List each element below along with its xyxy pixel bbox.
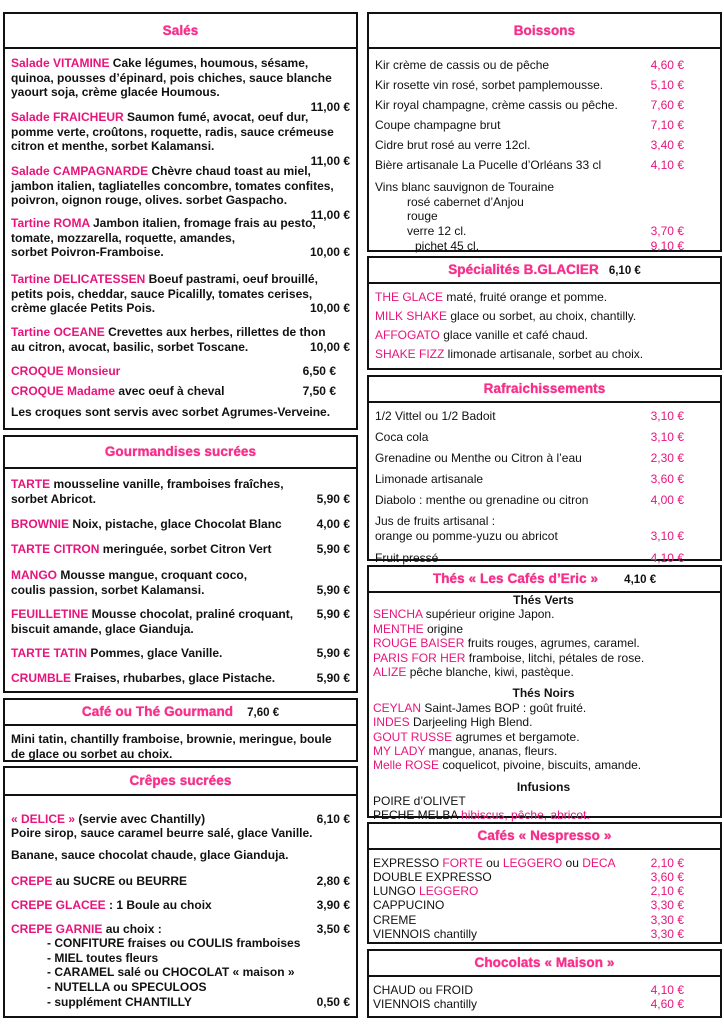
poire-item: Poire sirop, sauce caramel beurre salé, glace Vanille. (11, 826, 313, 840)
chocolats-header: Chocolats « Maison » (369, 951, 720, 977)
item-price: 4,60 € (650, 58, 684, 72)
list-item: SENCHA supérieur origine Japon. (373, 607, 555, 622)
list-item: CAPPUCINO 3,30 € (373, 898, 684, 913)
crepes-header: Crêpes sucrées (5, 768, 356, 796)
croque-monsieur: CROQUE Monsieur 6,50 € (11, 364, 336, 378)
cafe-gourmand-desc: Mini tatin, chantilly framboise, brownie, meringue, boule de glace ou sorbet au choix. (11, 732, 332, 761)
delice-item: « DELICE » (servie avec Chantilly) 6,10 € (11, 812, 350, 826)
item-price: 3,30 € (650, 912, 684, 927)
jus-label: Jus de fruits artisanal : (375, 514, 496, 528)
item-name: Salade FRAICHEUR (11, 110, 124, 124)
specialites-list (375, 290, 714, 366)
list-item: CEYLAN Saint-James BOP : goût fruité. (373, 700, 587, 715)
list-item: MY LADY mangue, ananas, fleurs. (373, 743, 558, 758)
list-item: INDES Darjeeling High Blend. (373, 715, 533, 730)
crepe-glacee-item: CREPE GLACEE : 1 Boule au choix 3,90 € (11, 898, 350, 912)
list-item: THE GLACE maté, fruité orange et pomme. (375, 290, 608, 304)
item-price: 3,90 € (316, 898, 350, 912)
list-item: Kir crème de cassis ou de pêche 4,60 € (375, 58, 684, 72)
list-item: Fruit pressé 4,10 € (375, 550, 684, 565)
item-price: 2,80 € (316, 874, 350, 888)
tarte-item: TARTE mousseline vanille, framboises fraîches, sorbet Abricot. 5,90 € (11, 477, 350, 506)
item-price: 7,60 € (650, 98, 684, 112)
item-price: 3,70 € (650, 223, 684, 238)
option: - MIEL toutes fleurs (47, 950, 159, 965)
menu-item: Tartine ROMA Jambon italien, fromage frais au pesto, tomate, mozzarella, roquette, amandes, sorbet Poivron-Framboise. 10,00 € (11, 216, 350, 260)
boissons-header: Boissons (369, 14, 720, 49)
chocolats-section (367, 949, 722, 1018)
list-item: Grenadine ou Menthe ou Citron à l’eau 2,30 € (375, 451, 684, 465)
list-item: Cidre brut rosé au verre 12cl. 3,40 € (375, 138, 684, 152)
item-price: 9,10 € (650, 238, 684, 253)
item-price: 5,90 € (316, 542, 350, 556)
item-price: 2,10 € (650, 856, 684, 870)
specialites-section (367, 256, 722, 370)
gourmandises-header (5, 437, 356, 469)
gourmandises-title: Gourmandises sucrées (104, 444, 257, 459)
rafraichissements-list (375, 409, 714, 565)
item-price: 11,00 € (310, 99, 350, 114)
menu-item: Salade CAMPAGNARDE Chèvre chaud toast au miel, jambon italien, tagliatelles concombre, tomates confites, poivron, oignon rouge, olives. sorbet Gaspacho. 11,00 € (11, 164, 350, 222)
vins-block: Vins blanc sauvignon de Touraine rosé cabernet d’Anjou rouge verre 12 cl. 3,70 € pichet 45 cl. 9,10 € (375, 180, 684, 253)
crepes-section (3, 766, 358, 1018)
boissons-list (375, 58, 714, 178)
item-price: 0,50 € (316, 994, 350, 1009)
list-item: VIENNOIS chantilly 3,30 € (373, 926, 684, 941)
list-item: SHAKE FIZZ limonade artisanale, sorbet au choix. (375, 347, 644, 361)
option: - CARAMEL salé ou CHOCOLAT « maison » (47, 965, 295, 980)
item-price: 5,90 € (316, 491, 350, 506)
specialites-header: Spécialités B.GLACIER 6,10 € (369, 258, 720, 284)
cafe-gourmand-price: 7,60 € (247, 707, 280, 719)
sales-header (5, 14, 356, 49)
cafes-header: Cafés « Nespresso » (369, 824, 720, 850)
item-price: 4,60 € (650, 997, 684, 1012)
list-item: Limonade artisanale 3,60 € (375, 472, 684, 486)
item-name: Salade CAMPAGNARDE (11, 164, 149, 178)
feuilletine-item: FEUILLETINE Mousse chocolat, praliné croquant, 5,90 € biscuit amande, glace Gianduja. (11, 607, 350, 636)
item-price: 4,00 € (316, 517, 350, 531)
list-item: GOUT RUSSE agrumes et bergamote. (373, 729, 580, 744)
item-price: 3,50 € (316, 922, 350, 936)
list-item: EXPRESSO FORTE ou LEGGERO ou DECA 2,10 € (373, 856, 684, 870)
croque-madame: CROQUE Madame avec oeuf à cheval 7,50 € (11, 384, 336, 398)
item-name: Tartine ROMA (11, 216, 90, 230)
cafe-gourmand-header: Café ou Thé Gourmand 7,60 € (5, 700, 356, 726)
cafe-gourmand-section (3, 698, 358, 762)
list-item: Kir rosette vin rosé, sorbet pamplemousse. 5,10 € (375, 78, 684, 92)
list-item: Coupe champagne brut 7,10 € (375, 118, 684, 132)
specialites-price: 6,10 € (608, 265, 641, 277)
crepe-garnie-item: CREPE GARNIE au choix : 3,50 € (11, 922, 350, 936)
list-item: CHAUD ou FROID 4,10 € (373, 983, 684, 997)
cafes-list (373, 856, 714, 941)
item-price: 4,10 € (650, 983, 684, 997)
thes-price: 4,10 € (624, 574, 657, 586)
list-item: LUNGO LEGGERO 2,10 € (373, 884, 684, 899)
item-price: 4,10 € (650, 550, 684, 565)
item-price: 3,30 € (650, 898, 684, 913)
option: - CONFITURE fraises ou COULIS framboises (47, 936, 301, 950)
croque-note: Les croques sont servis avec sorbet Agrumes-Verveine. (11, 405, 331, 419)
item-price: 10,00 € (309, 301, 350, 316)
list-item: Coca cola 3,10 € (375, 430, 684, 444)
list-item: MENTHE origine (373, 621, 464, 636)
thes-header: Thés « Les Cafés d’Eric » 4,10 € (369, 567, 720, 593)
list-item: orange ou pomme-yuzu ou abricot 3,10 € (375, 528, 684, 543)
list-item: ROUGE BAISER fruits rouges, agrumes, caramel. (373, 636, 640, 651)
item-price: 7,10 € (650, 118, 684, 132)
list-item: DOUBLE EXPRESSO 3,60 € (373, 870, 684, 885)
list-item: Melle ROSE coquelicot, pivoine, biscuits, amande. (373, 758, 642, 773)
item-price: 7,50 € (302, 384, 336, 398)
item-price: 3,10 € (650, 528, 684, 543)
menu-item: Salade VITAMINE Cake légumes, houmous, sésame, quinoa, pousses d’épinard, pois chiches, sauce blanche yaourt soja, crème glacée Houmous. 11,00 € (11, 56, 350, 114)
garnie-options (47, 936, 350, 1009)
list-item: VIENNOIS chantilly 4,60 € (373, 997, 684, 1012)
thes-content: Thés Verts SENCHA supérieur origine Japon. MENTHE origine ROUGE BAISER fruits rouges, agrumes, caramel. PARIS FOR HER framboise, litchi, pétales de rose. ALIZE pêche blanche, kiwi, pastèque. Thés Noirs CEYLAN Saint-James BOP : goût fruité. INDES Darjeeling High Blend. GOUT RUSSE agrumes et bergamote. MY LADY mangue, ananas, fleurs. Melle ROSE coquelicot, pivoine, biscuits, amande. Infusions POIRE d’OLIVET PECHE MELBA hibiscus, pêche, abricot. (373, 593, 714, 823)
mango-item: MANGO Mousse mangue, croquant coco, coulis passion, sorbet Kalamansi. 5,90 € (11, 568, 350, 597)
item-price: 3,30 € (650, 926, 684, 941)
brownie-item: BROWNIE Noix, pistache, glace Chocolat Blanc 4,00 € (11, 517, 350, 531)
item-price: 2,30 € (650, 451, 684, 465)
rafraichissements-section (367, 375, 722, 565)
item-price: 11,00 € (310, 207, 350, 222)
item-price: 2,10 € (650, 884, 684, 899)
item-price: 6,50 € (302, 364, 336, 378)
item-price: 3,40 € (650, 138, 684, 152)
sales-section (3, 12, 358, 430)
item-name: Tartine OCEANE (11, 325, 105, 339)
crepe-sucre-item: CREPE au SUCRE ou BEURRE 2,80 € (11, 874, 350, 888)
thes-section (367, 565, 722, 823)
item-price: 3,10 € (650, 430, 684, 444)
cafes-section (367, 822, 722, 944)
item-name: Tartine DELICATESSEN (11, 272, 146, 286)
tarte-tatin-item: TARTE TATIN Pommes, glace Vanille. 5,90 € (11, 646, 350, 660)
item-price: 3,60 € (650, 870, 684, 885)
item-price: 5,10 € (650, 78, 684, 92)
rafraichissements-header: Rafraichissements (369, 377, 720, 403)
item-price: 5,90 € (316, 646, 350, 660)
list-item: Bière artisanale La Pucelle d’Orléans 33 cl 4,10 € (375, 158, 684, 172)
item-price: 6,10 € (316, 812, 350, 826)
list-item: MILK SHAKE glace ou sorbet, au choix, chantilly. (375, 309, 637, 323)
list-item: AFFOGATO glace vanille et café chaud. (375, 328, 589, 342)
option: - NUTELLA ou SPECULOOS (47, 979, 207, 994)
item-price: 5,90 € (316, 607, 350, 621)
item-price: 3,10 € (650, 409, 684, 423)
menu-item: Tartine OCEANE Crevettes aux herbes, rillettes de thon au citron, avocat, basilic, sorbet Toscane. 10,00 € (11, 325, 350, 354)
list-item: PARIS FOR HER framboise, litchi, pétales de rose. (373, 650, 645, 665)
list-item: Diabolo : menthe ou grenadine ou citron 4,00 € (375, 493, 684, 507)
list-item: 1/2 Vittel ou 1/2 Badoit 3,10 € (375, 409, 684, 423)
crumble-item: CRUMBLE Fraises, rhubarbes, glace Pistache. 5,90 € (11, 671, 350, 685)
list-item: POIRE d’OLIVET (373, 794, 466, 809)
boissons-section (367, 12, 722, 252)
list-item: Kir royal champagne, crème cassis ou pêche. 7,60 € (375, 98, 684, 112)
item-price: 5,90 € (316, 582, 350, 597)
sales-title: Salés (162, 23, 199, 38)
tarte-citron-item: TARTE CITRON meringuée, sorbet Citron Vert 5,90 € (11, 542, 350, 556)
option: - supplément CHANTILLY 0,50 € (47, 994, 350, 1009)
chocolats-list (373, 983, 714, 1012)
menu-item: Tartine DELICATESSEN Boeuf pastrami, oeuf brouillé, petits pois, cheddar, sauce Picalilly, tomates cerises, crème glacée Petits Pois. 10,00 € (11, 272, 350, 316)
item-price: 10,00 € (309, 245, 350, 260)
gourmandises-section (3, 435, 358, 693)
list-item: CREME 3,30 € (373, 912, 684, 927)
item-price: 4,10 € (650, 158, 684, 172)
item-price: 5,90 € (316, 671, 350, 685)
list-item: PECHE MELBA hibiscus, pêche, abricot. (373, 808, 590, 823)
item-price: 11,00 € (310, 153, 350, 168)
item-price: 3,60 € (650, 472, 684, 486)
banane-item: Banane, sauce chocolat chaude, glace Gianduja. (11, 848, 289, 862)
list-item: ALIZE pêche blanche, kiwi, pastèque. (373, 664, 574, 679)
item-price: 4,00 € (650, 493, 684, 507)
menu-item: Salade FRAICHEUR Saumon fumé, avocat, oeuf dur, pomme verte, croûtons, roquette, radis, sauce crémeuse citron et menthe, sorbet Kalamansi. 11,00 € (11, 110, 350, 168)
item-price: 10,00 € (309, 339, 350, 354)
item-name: Salade VITAMINE (11, 56, 110, 70)
